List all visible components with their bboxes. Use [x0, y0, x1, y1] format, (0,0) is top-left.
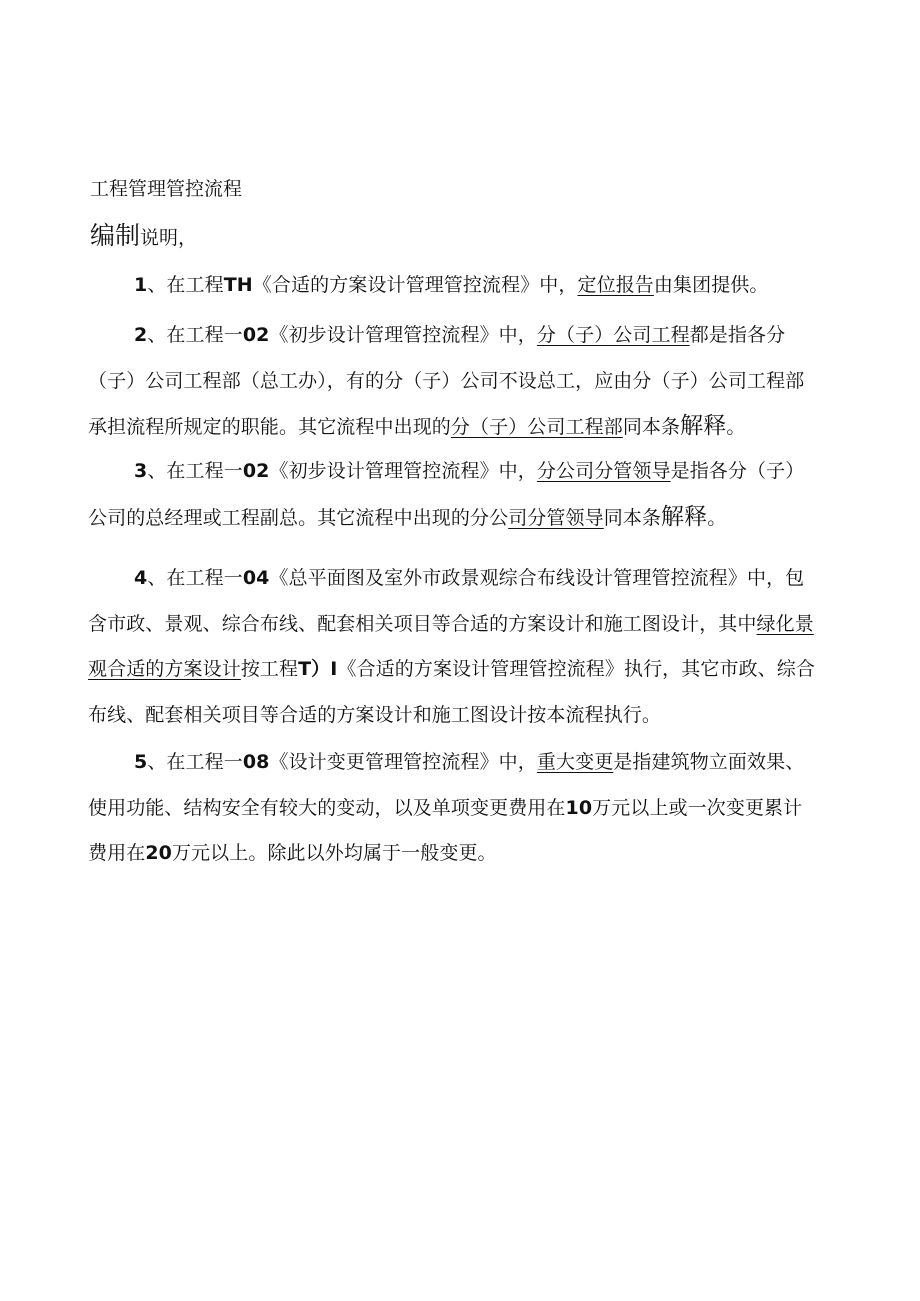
note-item-4	[88, 556, 820, 738]
item-text: 都是指各分（子）公司工程部（总工办），有的分（子）公司不设总工，应由分（子）公司工程部承担流程所规定的职能。其它流程中出现的	[88, 324, 805, 438]
item-text: 《初步设计管理管控流程》中，	[269, 460, 537, 482]
item-text: 、在工程一	[147, 751, 243, 773]
underlined-term: 定位报告	[577, 274, 654, 296]
serif-word: 解释	[661, 503, 708, 530]
item-text: 《总平面图及室外市政景观综合布线设计管理管控流程》中，包含市政、景观、综合布线、配套相关项目等合适的方案设计和施工图设计，其中	[88, 567, 805, 635]
process-code: 04	[242, 567, 270, 589]
item-number: 2	[134, 324, 148, 346]
item-text: 同本条	[603, 506, 662, 529]
item-text: 是指建筑物立面效果、使用功能、结构安全有较大的变动，以及单项变更费用在	[88, 751, 805, 819]
item-text: 是指各分（子）公司的总经理或工程副总。其它流程中出现的分公	[88, 460, 805, 529]
subtitle-prefix: 编制	[90, 221, 141, 250]
note-item-3	[88, 449, 820, 541]
item-text: 按工程	[240, 658, 299, 680]
item-text: 万元以上。除此以外均属于一般变更。	[171, 842, 497, 864]
item-text: 《合适的方案设计管理管控流程》执行，其它市政、综合布线、配套相关项目等合适的方案设计和施工图设计按本流程执行。	[88, 658, 815, 726]
item-text: 、在工程	[147, 274, 224, 296]
process-code: 08	[242, 751, 270, 773]
item-text: 。	[707, 506, 727, 529]
item-text: 由集团提供。	[653, 274, 769, 296]
subtitle-suffix: 说明，	[140, 227, 198, 249]
item-text: 《初步设计管理管控流程》中，	[269, 324, 537, 346]
item-number: 4	[134, 567, 148, 589]
note-item-2	[88, 313, 820, 451]
item-text: 。	[726, 416, 746, 438]
underlined-term: 重大变更	[536, 751, 614, 773]
item-text: 、在工程一	[147, 460, 243, 482]
item-text: 、在工程一	[147, 324, 243, 346]
note-item-5	[88, 740, 820, 877]
item-text: 万元以上或一次变更累计费用在	[88, 796, 803, 864]
item-number: 3	[134, 460, 148, 482]
serif-word: 解释	[680, 413, 727, 439]
amount-value: 20	[145, 842, 172, 864]
item-text: 同本条	[622, 416, 681, 438]
process-code: T）I	[298, 658, 338, 680]
process-code: TH	[223, 274, 253, 296]
underlined-term: 绿化景观合适的方案设计	[88, 612, 814, 680]
item-text: 《合适的方案设计管理管控流程》中，	[252, 274, 578, 296]
item-number: 5	[134, 751, 148, 773]
note-item-1	[88, 263, 820, 309]
process-code: 02	[242, 324, 270, 346]
item-text: 、在工程一	[147, 567, 243, 589]
compilation-notes-heading	[90, 219, 197, 255]
underlined-term: 分（子）公司工程	[536, 324, 690, 346]
amount-value: 10	[565, 796, 593, 819]
item-text: 《设计变更管理管控流程》中，	[269, 751, 537, 773]
underlined-term: 分（子）公司工程部	[450, 416, 623, 438]
item-number: 1	[134, 274, 148, 296]
underlined-term: 分公司分管领导	[536, 460, 671, 482]
document-title: 工程管理管控流程	[90, 178, 243, 200]
underlined-term: 司分管领导	[508, 506, 604, 529]
process-code: 02	[242, 460, 270, 482]
